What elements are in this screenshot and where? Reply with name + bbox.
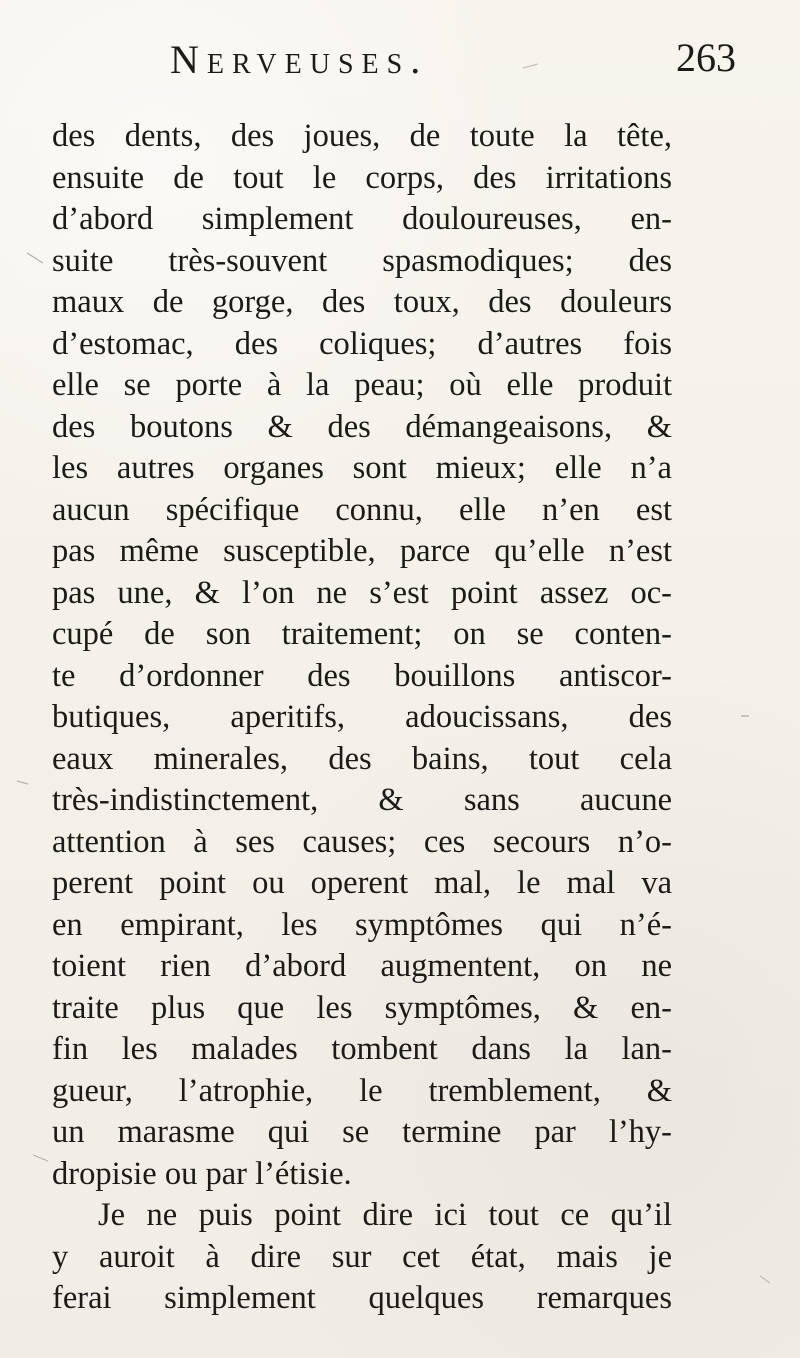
text-line-20: en empirant, les symptômes qui n’é- xyxy=(52,906,672,943)
page-number: 263 xyxy=(676,35,736,80)
text-line-24: gueur, l’atrophie, le tremblement, & xyxy=(52,1072,672,1109)
margin-mark xyxy=(760,1276,770,1283)
margin-mark xyxy=(17,781,28,784)
text-line-22: traite plus que les symptômes, & en- xyxy=(52,989,672,1026)
text-line-9: les autres organes sont mieux; elle n’a xyxy=(52,450,672,486)
running-head xyxy=(52,34,742,98)
text-line-25: un marasme qui se termine par l’hy- xyxy=(52,1114,672,1150)
text-block xyxy=(52,116,672,1320)
text-line-17: très-indistinctement, & sans aucune xyxy=(52,782,672,818)
text-line-27: Je ne puis point dire ici tout ce qu’il xyxy=(98,1197,672,1233)
text-line-15: butiques, aperitifs, adoucissans, des xyxy=(52,699,672,735)
text-line-2: ensuite de tout le corps, des irritations xyxy=(52,159,672,196)
running-title: Nerveuses. xyxy=(170,37,429,82)
text-line-12: pas une, & l’on ne s’est point assez oc- xyxy=(52,574,672,611)
text-line-13: cupé de son traitement; on se conten- xyxy=(52,616,672,652)
text-line-1: des dents, des joues, de toute la tête, xyxy=(52,118,672,154)
text-line-19: perent point ou operent mal, le mal va xyxy=(52,865,672,901)
text-line-18: attention à ses causes; ces secours n’o- xyxy=(52,823,672,860)
text-line-7: elle se porte à la peau; où elle produit xyxy=(52,367,672,403)
text-line-3: d’abord simplement douloureuses, en- xyxy=(52,201,672,237)
text-line-11: pas même susceptible, parce qu’elle n’est xyxy=(52,533,672,569)
text-line-23: fin les malades tombent dans la lan- xyxy=(52,1031,672,1067)
text-line-8: des boutons & des démangeaisons, & xyxy=(52,408,672,445)
text-line-6: d’estomac, des coliques; d’autres fois xyxy=(52,325,672,362)
text-line-29: ferai simplement quelques remarques xyxy=(52,1280,672,1316)
margin-mark xyxy=(27,253,43,263)
margin-mark xyxy=(33,1155,48,1161)
text-line-4: suite très-souvent spasmodiques; des xyxy=(52,242,672,279)
text-line-10: aucun spécifique connu, elle n’en est xyxy=(52,491,672,528)
text-line-14: te d’ordonner des bouillons antiscor- xyxy=(52,657,672,694)
text-line-21: toient rien d’abord augmentent, on ne xyxy=(52,948,672,984)
text-line-28: y auroit à dire sur cet état, mais je xyxy=(52,1238,672,1275)
text-line-26: dropisie ou par l’étisie. xyxy=(52,1155,352,1192)
text-line-16: eaux minerales, des bains, tout cela xyxy=(52,740,672,777)
text-line-5: maux de gorge, des toux, des douleurs xyxy=(52,284,672,320)
